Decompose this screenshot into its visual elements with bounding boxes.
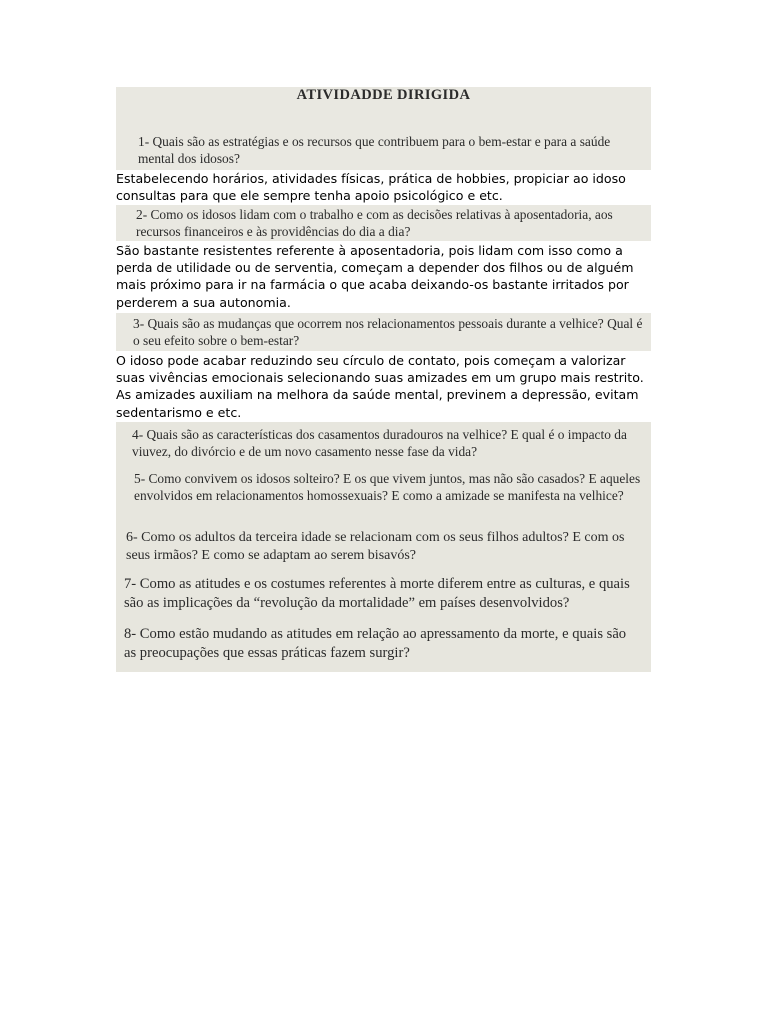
answer-2-text: São bastante resistentes referente à aposentadoria, pois lidam com isso como a perda de utilidade ou de serventia, começam a depender dos filhos ou de alguém mais próximo para ir na farmácia o que acaba deixando-os bastante irritados por perderem a sua autonomia. [116, 243, 634, 310]
answer-1 [116, 170, 656, 204]
answer-3-text: O idoso pode acabar reduzindo seu círculo de contato, pois começam a valorizar suas vivências emocionais selecionando suas amizades em um grupo mais restrito. As amizades auxiliam na melhora da saúde mental, previnem a depressão, evitam sedentarismo e etc. [116, 353, 644, 420]
document-title: ATIVIDADDE DIRIGIDA [296, 87, 471, 103]
question-6: 6- Como os adultos da terceira idade se relacionam com os seus filhos adultos? E com os seus irmãos? E como se adaptam ao serem bisavós? [126, 530, 625, 563]
question-2: 2- Como os idosos lidam com o trabalho e com as decisões relativas à aposentadoria, aos recursos financeiros e às providências do dia a dia? [136, 207, 613, 239]
answer-1-text: Estabelecendo horários, atividades físicas, prática de hobbies, propiciar ao idoso consultas para que ele sempre tenha apoio psicológico e etc. [116, 171, 626, 204]
answer-3 [116, 352, 656, 421]
question-7: 7- Como as atitudes e os costumes referentes à morte diferem entre as culturas, e quais são as implicações da “revolução da mortalidade” em países desenvolvidos? [124, 576, 630, 611]
question-3: 3- Quais são as mudanças que ocorrem nos relacionamentos pessoais durante a velhice? Qual é o seu efeito sobre o bem-estar? [133, 316, 643, 348]
scanned-question-3-block [116, 313, 651, 351]
question-5: 5- Como convivem os idosos solteiro? E os que vivem juntos, mas não são casados? E aqueles envolvidos em relacionamentos homossexuais? E como a amizade se manifesta na velhice? [134, 471, 641, 503]
answer-2 [116, 242, 656, 311]
scanned-header-block [116, 87, 651, 170]
question-4: 4- Quais são as características dos casamentos duradouros na velhice? E qual é o impacto da viuvez, do divórcio e de um novo casamento nesse fase da vida? [132, 427, 627, 459]
question-8: 8- Como estão mudando as atitudes em relação ao apressamento da morte, e quais são as preocupações que essas práticas fazem surgir? [124, 626, 627, 661]
question-1: 1- Quais são as estratégias e os recursos que contribuem para o bem-estar e para a saúde mental dos idosos? [138, 134, 611, 166]
scanned-questions-4-8-block [116, 422, 651, 672]
scanned-question-2-block [116, 205, 651, 241]
